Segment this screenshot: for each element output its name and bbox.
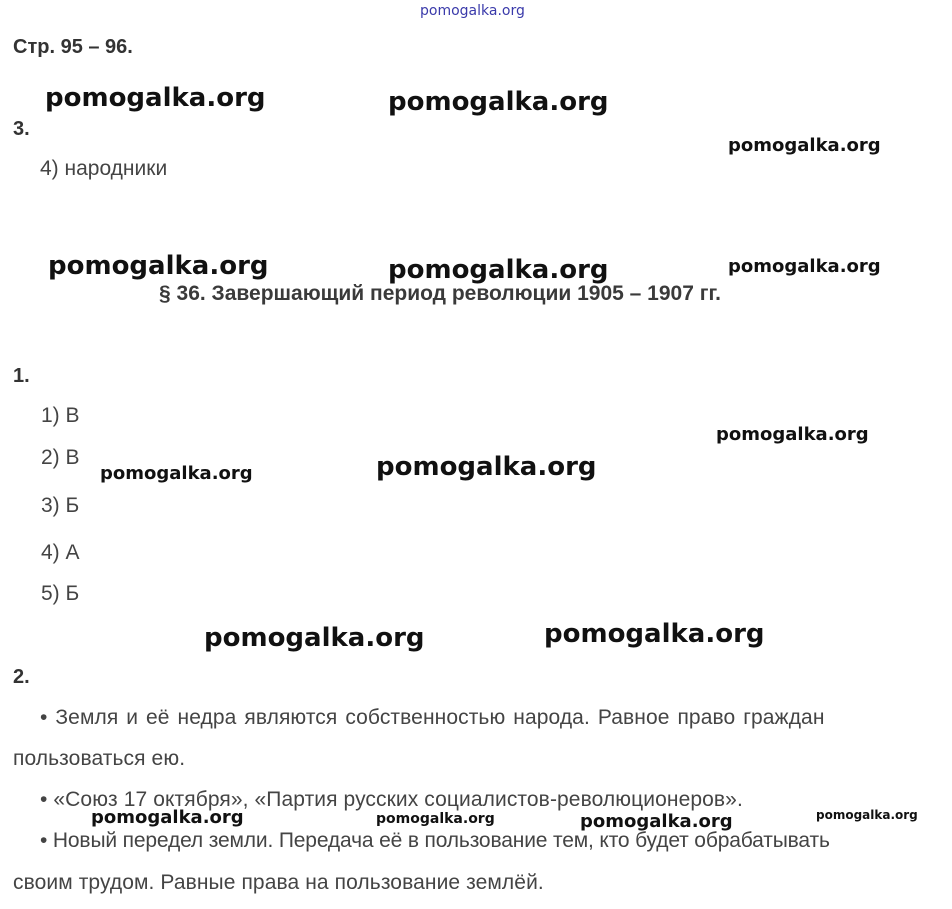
task-number-2: 2. xyxy=(13,666,30,688)
watermark: pomogalka.org xyxy=(100,463,253,484)
watermark: pomogalka.org xyxy=(376,452,597,482)
watermark: pomogalka.org xyxy=(204,623,425,653)
task2-bullet-3-line-2: своим трудом. Равные права на пользование землёй. xyxy=(13,871,544,894)
top-watermark: pomogalka.org xyxy=(420,3,525,19)
paragraph-title: § 36. Завершающий период революции 1905 – 1907 гг. xyxy=(159,282,721,305)
question-number-3: 3. xyxy=(13,118,30,140)
watermark: pomogalka.org xyxy=(45,83,266,113)
task1-answer-3: 3) Б xyxy=(41,494,80,517)
watermark: pomogalka.org xyxy=(388,87,609,117)
task2-bullet-2: • «Союз 17 октября», «Партия русских социалистов-революционеров». xyxy=(40,788,743,811)
task1-answer-5: 5) Б xyxy=(41,582,80,605)
watermark: pomogalka.org xyxy=(48,251,269,281)
task1-answer-2: 2) В xyxy=(41,446,80,469)
task1-answer-4: 4) А xyxy=(41,541,80,564)
watermark: pomogalka.org xyxy=(91,807,244,828)
watermark: pomogalka.org xyxy=(544,619,765,649)
task2-bullet-1-line-2: пользоваться ею. xyxy=(13,747,186,770)
task-number-1: 1. xyxy=(13,365,30,387)
page-header: Стр. 95 – 96. xyxy=(13,36,133,58)
watermark: pomogalka.org xyxy=(580,811,733,832)
watermark: pomogalka.org xyxy=(728,256,881,277)
task1-answer-1: 1) В xyxy=(41,404,80,427)
answer-populists: 4) народники xyxy=(40,157,168,180)
watermark: pomogalka.org xyxy=(388,255,609,285)
watermark: pomogalka.org xyxy=(816,808,918,822)
task2-bullet-3-line-1: • Новый передел земли. Передача её в пользование тем, кто будет обрабатывать xyxy=(40,829,830,852)
watermark: pomogalka.org xyxy=(716,424,869,445)
watermark: pomogalka.org xyxy=(376,811,495,827)
watermark: pomogalka.org xyxy=(728,135,881,156)
task2-bullet-1-line-1: • Земля и её недра являются собственностью народа. Равное право граждан xyxy=(40,706,825,729)
